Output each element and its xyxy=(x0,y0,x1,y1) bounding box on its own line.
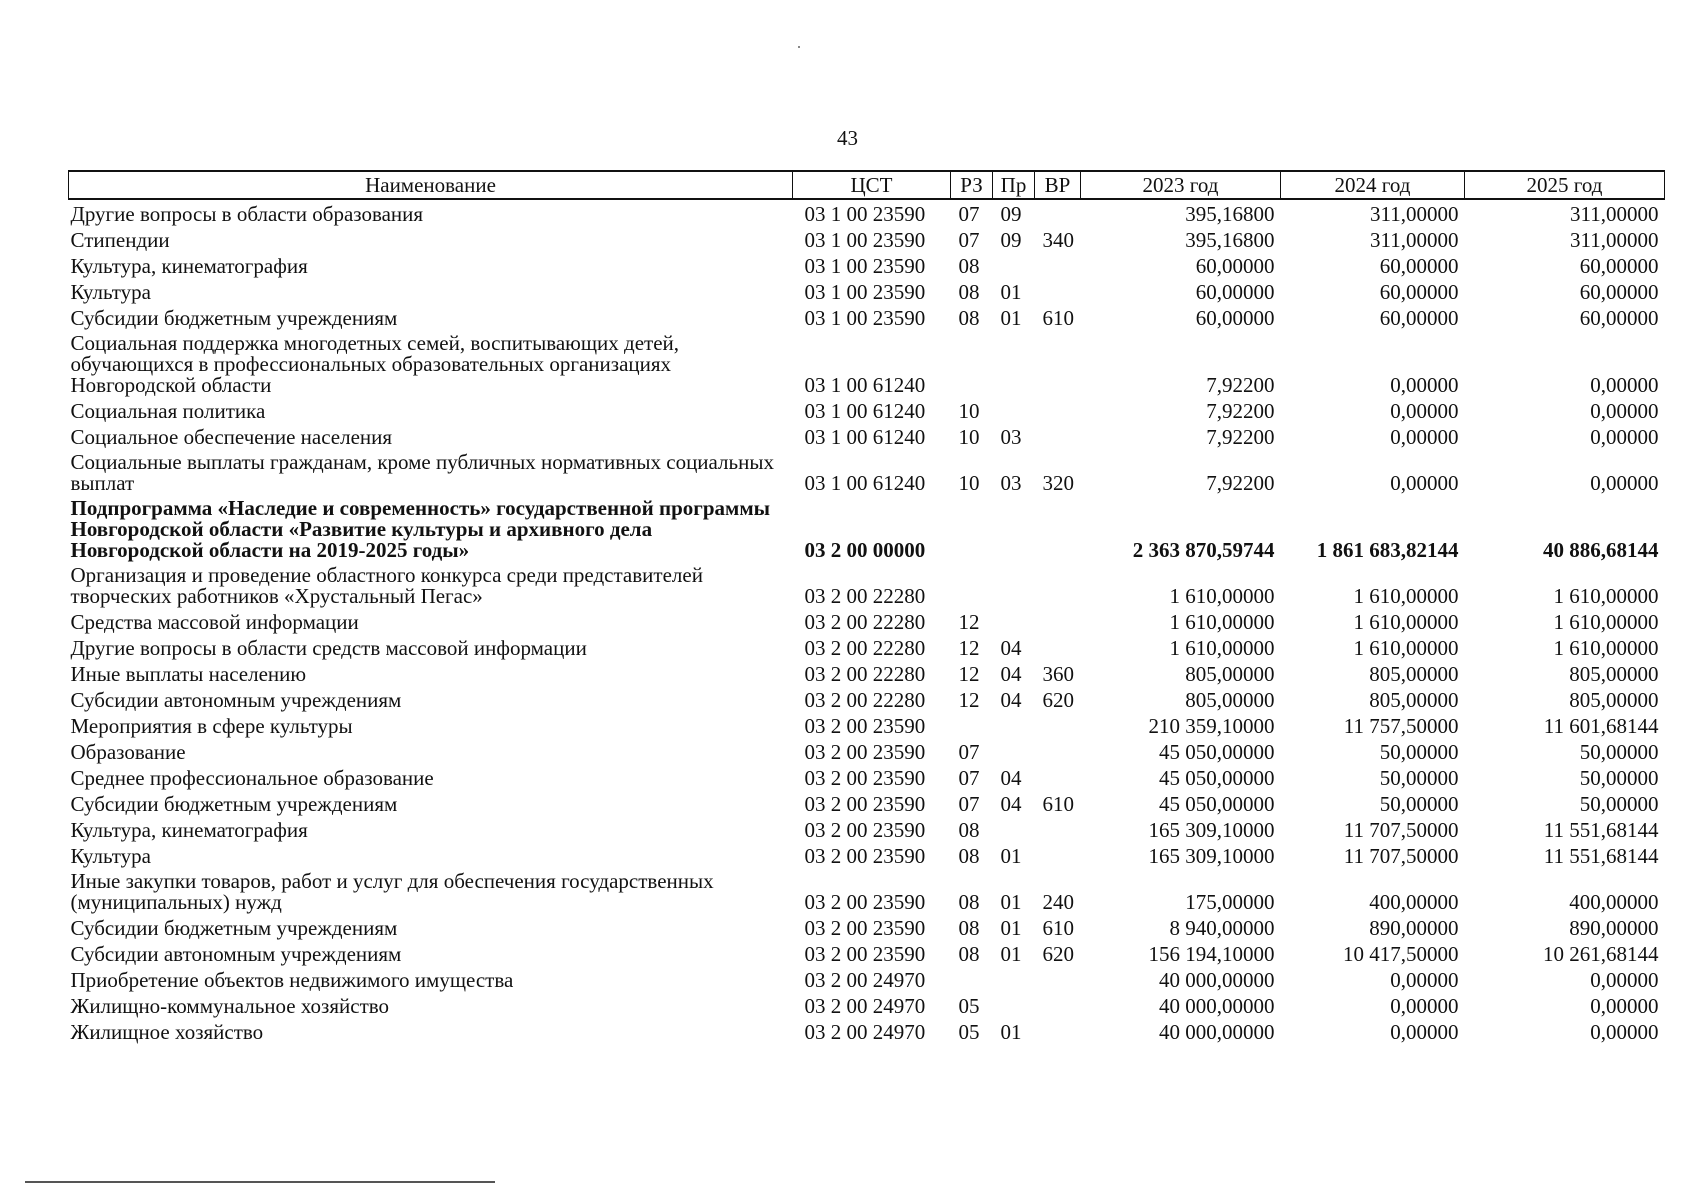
row-vr xyxy=(1035,199,1081,226)
table-body xyxy=(69,199,1665,1044)
row-pr: 03 xyxy=(1000,425,1022,449)
row-name: Социальное обеспечение населения xyxy=(70,425,393,449)
row-rz: 08 xyxy=(958,280,980,304)
row-value-2024: 0,00000 xyxy=(1390,994,1459,1018)
row-value-2025: 50,00000 xyxy=(1579,792,1659,816)
row-pr xyxy=(993,330,1035,397)
row-value-2024: 11 707,50000 xyxy=(1343,818,1459,842)
row-pr: 04 xyxy=(1000,688,1022,712)
row-value-2023: 40 000,00000 xyxy=(1159,994,1275,1018)
row-value-2025: 1 610,00000 xyxy=(1553,636,1659,660)
row-value-2023: 60,00000 xyxy=(1195,280,1275,304)
header-pr: Пр xyxy=(993,171,1035,199)
row-value-2025: 0,00000 xyxy=(1590,968,1659,992)
row-value-2025: 60,00000 xyxy=(1579,280,1659,304)
row-value-2024: 0,00000 xyxy=(1390,1020,1459,1044)
row-pr xyxy=(993,816,1035,842)
row-rz: 07 xyxy=(958,792,980,816)
row-pr: 01 xyxy=(1000,890,1022,914)
row-cst: 03 2 00 23590 xyxy=(804,792,926,816)
row-value-2024: 50,00000 xyxy=(1379,792,1459,816)
row-pr xyxy=(993,397,1035,423)
header-2025: 2025 год xyxy=(1465,171,1665,199)
row-pr: 01 xyxy=(1000,306,1022,330)
row-vr: 620 xyxy=(1042,688,1074,712)
row-value-2023: 8 940,00000 xyxy=(1169,916,1275,940)
row-vr xyxy=(1035,423,1081,449)
row-rz: 07 xyxy=(958,202,980,226)
row-value-2025: 11 601,68144 xyxy=(1543,714,1659,738)
row-cst: 03 2 00 22280 xyxy=(804,688,926,712)
row-value-2025: 890,00000 xyxy=(1569,916,1659,940)
row-pr xyxy=(993,992,1035,1018)
table-row xyxy=(69,226,1665,252)
row-vr xyxy=(1035,330,1081,397)
row-value-2024: 0,00000 xyxy=(1390,968,1459,992)
row-value-2023: 1 610,00000 xyxy=(1169,584,1275,608)
row-name: Подпрограмма «Наследие и современность» государственной программы Новгородской области «Развитие культуры и архивного дела Новгородской области на 2019-2025 годы» xyxy=(70,496,771,562)
row-rz: 08 xyxy=(958,306,980,330)
row-value-2025: 805,00000 xyxy=(1569,688,1659,712)
row-value-2023: 7,92200 xyxy=(1206,471,1275,495)
table-row xyxy=(69,738,1665,764)
row-pr: 04 xyxy=(1000,636,1022,660)
row-rz: 10 xyxy=(958,471,980,495)
row-value-2023: 1 610,00000 xyxy=(1169,636,1275,660)
scan-edge-line xyxy=(25,1181,495,1183)
row-cst: 03 1 00 23590 xyxy=(804,280,926,304)
row-vr: 320 xyxy=(1042,471,1074,495)
row-cst: 03 2 00 24970 xyxy=(804,968,926,992)
row-name: Иные выплаты населению xyxy=(70,662,307,686)
row-name: Культура, кинематография xyxy=(70,254,308,278)
row-rz: 08 xyxy=(958,890,980,914)
row-name: Стипендии xyxy=(70,228,170,252)
row-value-2023: 165 309,10000 xyxy=(1148,818,1275,842)
row-value-2024: 60,00000 xyxy=(1379,280,1459,304)
row-cst: 03 2 00 23590 xyxy=(804,916,926,940)
row-value-2024: 11 757,50000 xyxy=(1343,714,1459,738)
row-value-2024: 890,00000 xyxy=(1369,916,1459,940)
row-name: Социальные выплаты гражданам, кроме публичных нормативных социальных выплат xyxy=(70,450,774,495)
row-vr: 340 xyxy=(1042,228,1074,252)
row-vr xyxy=(1035,608,1081,634)
row-value-2023: 805,00000 xyxy=(1185,662,1275,686)
row-name: Субсидии автономным учреждениям xyxy=(70,688,402,712)
row-value-2025: 60,00000 xyxy=(1579,306,1659,330)
row-rz: 10 xyxy=(958,399,980,423)
row-vr xyxy=(1035,842,1081,868)
row-pr xyxy=(993,252,1035,278)
row-cst: 03 2 00 23590 xyxy=(804,890,926,914)
row-pr: 04 xyxy=(1000,792,1022,816)
row-vr xyxy=(1035,966,1081,992)
row-name: Субсидии бюджетным учреждениям xyxy=(70,916,398,940)
row-value-2025: 311,00000 xyxy=(1570,202,1659,226)
row-pr xyxy=(993,966,1035,992)
budget-table xyxy=(68,170,1665,1044)
row-value-2025: 11 551,68144 xyxy=(1543,818,1659,842)
row-value-2024: 0,00000 xyxy=(1390,373,1459,397)
row-value-2024: 60,00000 xyxy=(1379,306,1459,330)
row-name: Субсидии бюджетным учреждениям xyxy=(70,306,398,330)
row-name: Приобретение объектов недвижимого имущества xyxy=(70,968,514,992)
row-value-2024: 0,00000 xyxy=(1390,425,1459,449)
row-rz: 12 xyxy=(958,610,980,634)
row-pr: 09 xyxy=(1000,202,1022,226)
table-row xyxy=(69,397,1665,423)
row-vr xyxy=(1035,495,1081,562)
table-row xyxy=(69,686,1665,712)
row-vr xyxy=(1035,712,1081,738)
row-cst: 03 2 00 22280 xyxy=(804,610,926,634)
row-name: Другие вопросы в области образования xyxy=(70,202,424,226)
row-vr xyxy=(1035,816,1081,842)
row-name: Среднее профессиональное образование xyxy=(70,766,434,790)
page-number: 43 xyxy=(837,126,858,150)
row-vr: 610 xyxy=(1042,792,1074,816)
row-pr: 09 xyxy=(1000,228,1022,252)
table-row xyxy=(69,660,1665,686)
row-pr xyxy=(993,738,1035,764)
row-value-2024: 1 610,00000 xyxy=(1353,636,1459,660)
row-cst: 03 1 00 61240 xyxy=(804,425,926,449)
row-rz: 12 xyxy=(958,636,980,660)
row-rz xyxy=(951,330,993,397)
table-row xyxy=(69,634,1665,660)
row-vr: 620 xyxy=(1042,942,1074,966)
row-rz: 08 xyxy=(958,942,980,966)
row-value-2023: 7,92200 xyxy=(1206,425,1275,449)
row-value-2025: 60,00000 xyxy=(1579,254,1659,278)
row-value-2025: 50,00000 xyxy=(1579,740,1659,764)
table-header xyxy=(69,171,1665,199)
row-pr: 04 xyxy=(1000,662,1022,686)
row-value-2023: 395,16800 xyxy=(1185,228,1275,252)
header-vr: ВР xyxy=(1035,171,1081,199)
row-value-2024: 11 707,50000 xyxy=(1343,844,1459,868)
row-rz xyxy=(951,966,993,992)
table-row xyxy=(69,816,1665,842)
scan-artifact xyxy=(798,46,800,48)
row-value-2024: 1 861 683,82144 xyxy=(1316,538,1459,562)
row-pr xyxy=(993,495,1035,562)
header-2024: 2024 год xyxy=(1281,171,1465,199)
row-value-2025: 1 610,00000 xyxy=(1553,610,1659,634)
row-name: Культура xyxy=(70,844,151,868)
row-pr: 04 xyxy=(1000,766,1022,790)
table-row xyxy=(69,992,1665,1018)
row-pr xyxy=(993,608,1035,634)
row-cst: 03 2 00 23590 xyxy=(804,766,926,790)
table-row xyxy=(69,1018,1665,1044)
row-vr xyxy=(1035,738,1081,764)
row-name: Организация и проведение областного конкурса среди представителей творческих работников «Хрустальный Пегас» xyxy=(70,563,703,608)
row-name: Субсидии бюджетным учреждениям xyxy=(70,792,398,816)
row-value-2023: 60,00000 xyxy=(1195,306,1275,330)
row-cst: 03 2 00 22280 xyxy=(804,636,926,660)
row-value-2023: 156 194,10000 xyxy=(1148,942,1275,966)
row-cst: 03 2 00 00000 xyxy=(804,538,926,562)
table-row xyxy=(69,712,1665,738)
row-value-2025: 11 551,68144 xyxy=(1543,844,1659,868)
row-value-2023: 40 000,00000 xyxy=(1159,968,1275,992)
row-pr: 03 xyxy=(1000,471,1022,495)
row-value-2024: 805,00000 xyxy=(1369,662,1459,686)
row-vr xyxy=(1035,562,1081,608)
row-value-2023: 7,92200 xyxy=(1206,399,1275,423)
row-cst: 03 1 00 23590 xyxy=(804,254,926,278)
row-pr: 01 xyxy=(1000,1020,1022,1044)
row-value-2023: 45 050,00000 xyxy=(1159,766,1275,790)
row-vr xyxy=(1035,278,1081,304)
row-value-2024: 50,00000 xyxy=(1379,766,1459,790)
header-2023: 2023 год xyxy=(1081,171,1281,199)
row-value-2024: 10 417,50000 xyxy=(1343,942,1459,966)
table-row xyxy=(69,330,1665,397)
row-cst: 03 1 00 61240 xyxy=(804,399,926,423)
row-cst: 03 2 00 23590 xyxy=(804,844,926,868)
row-pr: 01 xyxy=(1000,280,1022,304)
row-value-2023: 45 050,00000 xyxy=(1159,792,1275,816)
row-value-2024: 805,00000 xyxy=(1369,688,1459,712)
row-cst: 03 1 00 23590 xyxy=(804,202,926,226)
row-value-2025: 311,00000 xyxy=(1570,228,1659,252)
row-value-2024: 50,00000 xyxy=(1379,740,1459,764)
row-value-2025: 40 886,68144 xyxy=(1543,538,1659,562)
table-row xyxy=(69,278,1665,304)
row-vr xyxy=(1035,634,1081,660)
row-rz xyxy=(951,562,993,608)
row-vr: 610 xyxy=(1042,916,1074,940)
table-row xyxy=(69,868,1665,914)
row-name: Культура, кинематография xyxy=(70,818,308,842)
row-rz: 10 xyxy=(958,425,980,449)
row-rz: 08 xyxy=(958,254,980,278)
row-value-2025: 0,00000 xyxy=(1590,425,1659,449)
row-value-2023: 210 359,10000 xyxy=(1148,714,1275,738)
row-value-2024: 1 610,00000 xyxy=(1353,610,1459,634)
row-value-2024: 400,00000 xyxy=(1369,890,1459,914)
row-rz: 12 xyxy=(958,688,980,712)
row-value-2023: 175,00000 xyxy=(1185,890,1275,914)
row-name: Культура xyxy=(70,280,151,304)
row-value-2024: 0,00000 xyxy=(1390,471,1459,495)
row-cst: 03 1 00 23590 xyxy=(804,228,926,252)
header-rz: РЗ xyxy=(951,171,993,199)
row-value-2025: 0,00000 xyxy=(1590,373,1659,397)
row-vr xyxy=(1035,992,1081,1018)
row-value-2025: 0,00000 xyxy=(1590,994,1659,1018)
row-value-2023: 60,00000 xyxy=(1195,254,1275,278)
row-value-2024: 311,00000 xyxy=(1370,202,1459,226)
row-value-2025: 805,00000 xyxy=(1569,662,1659,686)
row-vr xyxy=(1035,252,1081,278)
row-cst: 03 1 00 61240 xyxy=(804,373,926,397)
row-name: Социальная поддержка многодетных семей, воспитывающих детей, обучающихся в профессиональных образовательных организациях Новгородской области xyxy=(70,331,680,397)
row-rz: 12 xyxy=(958,662,980,686)
row-cst: 03 2 00 24970 xyxy=(804,1020,926,1044)
row-value-2025: 1 610,00000 xyxy=(1553,584,1659,608)
row-name: Другие вопросы в области средств массовой информации xyxy=(70,636,587,660)
row-cst: 03 2 00 23590 xyxy=(804,740,926,764)
row-cst: 03 2 00 22280 xyxy=(804,662,926,686)
row-value-2023: 165 309,10000 xyxy=(1148,844,1275,868)
row-cst: 03 2 00 23590 xyxy=(804,818,926,842)
row-name: Жилищно-коммунальное хозяйство xyxy=(70,994,390,1018)
row-value-2025: 10 261,68144 xyxy=(1543,942,1659,966)
row-value-2024: 0,00000 xyxy=(1390,399,1459,423)
row-cst: 03 1 00 23590 xyxy=(804,306,926,330)
row-value-2023: 1 610,00000 xyxy=(1169,610,1275,634)
row-value-2023: 7,92200 xyxy=(1206,373,1275,397)
row-pr: 01 xyxy=(1000,916,1022,940)
table-row xyxy=(69,252,1665,278)
row-value-2024: 60,00000 xyxy=(1379,254,1459,278)
table-row xyxy=(69,562,1665,608)
row-rz: 08 xyxy=(958,916,980,940)
table-row xyxy=(69,608,1665,634)
row-value-2023: 2 363 870,59744 xyxy=(1132,538,1275,562)
table-row xyxy=(69,199,1665,226)
row-rz: 08 xyxy=(958,844,980,868)
row-value-2024: 1 610,00000 xyxy=(1353,584,1459,608)
row-pr: 01 xyxy=(1000,844,1022,868)
row-name: Социальная политика xyxy=(70,399,266,423)
row-cst: 03 2 00 23590 xyxy=(804,942,926,966)
table-row xyxy=(69,423,1665,449)
row-rz xyxy=(951,712,993,738)
table-row xyxy=(69,764,1665,790)
row-pr xyxy=(993,712,1035,738)
header-cst: ЦСТ xyxy=(793,171,951,199)
row-value-2025: 0,00000 xyxy=(1590,1020,1659,1044)
table-row xyxy=(69,790,1665,816)
row-value-2025: 50,00000 xyxy=(1579,766,1659,790)
row-value-2023: 40 000,00000 xyxy=(1159,1020,1275,1044)
row-vr: 610 xyxy=(1042,306,1074,330)
table-row xyxy=(69,449,1665,495)
row-rz xyxy=(951,495,993,562)
row-cst: 03 2 00 23590 xyxy=(804,714,926,738)
table-row xyxy=(69,495,1665,562)
row-rz: 05 xyxy=(958,994,980,1018)
row-rz: 07 xyxy=(958,228,980,252)
table-row xyxy=(69,914,1665,940)
row-vr xyxy=(1035,1018,1081,1044)
row-name: Жилищное хозяйство xyxy=(70,1020,264,1044)
row-rz: 07 xyxy=(958,740,980,764)
row-rz: 05 xyxy=(958,1020,980,1044)
row-name: Иные закупки товаров, работ и услуг для обеспечения государственных (муниципальных) нужд xyxy=(70,869,714,914)
row-cst: 03 1 00 61240 xyxy=(804,471,926,495)
row-value-2023: 805,00000 xyxy=(1185,688,1275,712)
row-vr: 360 xyxy=(1042,662,1074,686)
row-rz: 08 xyxy=(958,818,980,842)
row-value-2024: 311,00000 xyxy=(1370,228,1459,252)
table-row xyxy=(69,940,1665,966)
row-value-2025: 0,00000 xyxy=(1590,399,1659,423)
row-value-2023: 395,16800 xyxy=(1185,202,1275,226)
row-cst: 03 2 00 24970 xyxy=(804,994,926,1018)
row-pr: 01 xyxy=(1000,942,1022,966)
row-vr xyxy=(1035,397,1081,423)
row-rz: 07 xyxy=(958,766,980,790)
header-name: Наименование xyxy=(69,171,793,199)
row-vr xyxy=(1035,764,1081,790)
row-value-2023: 45 050,00000 xyxy=(1159,740,1275,764)
row-pr xyxy=(993,562,1035,608)
row-vr: 240 xyxy=(1042,890,1074,914)
row-cst: 03 2 00 22280 xyxy=(804,584,926,608)
table-row xyxy=(69,966,1665,992)
table-row xyxy=(69,842,1665,868)
table-row xyxy=(69,304,1665,330)
row-value-2025: 0,00000 xyxy=(1590,471,1659,495)
row-name: Мероприятия в сфере культуры xyxy=(70,714,353,738)
row-name: Средства массовой информации xyxy=(70,610,359,634)
row-value-2025: 400,00000 xyxy=(1569,890,1659,914)
row-name: Субсидии автономным учреждениям xyxy=(70,942,402,966)
row-name: Образование xyxy=(70,740,186,764)
